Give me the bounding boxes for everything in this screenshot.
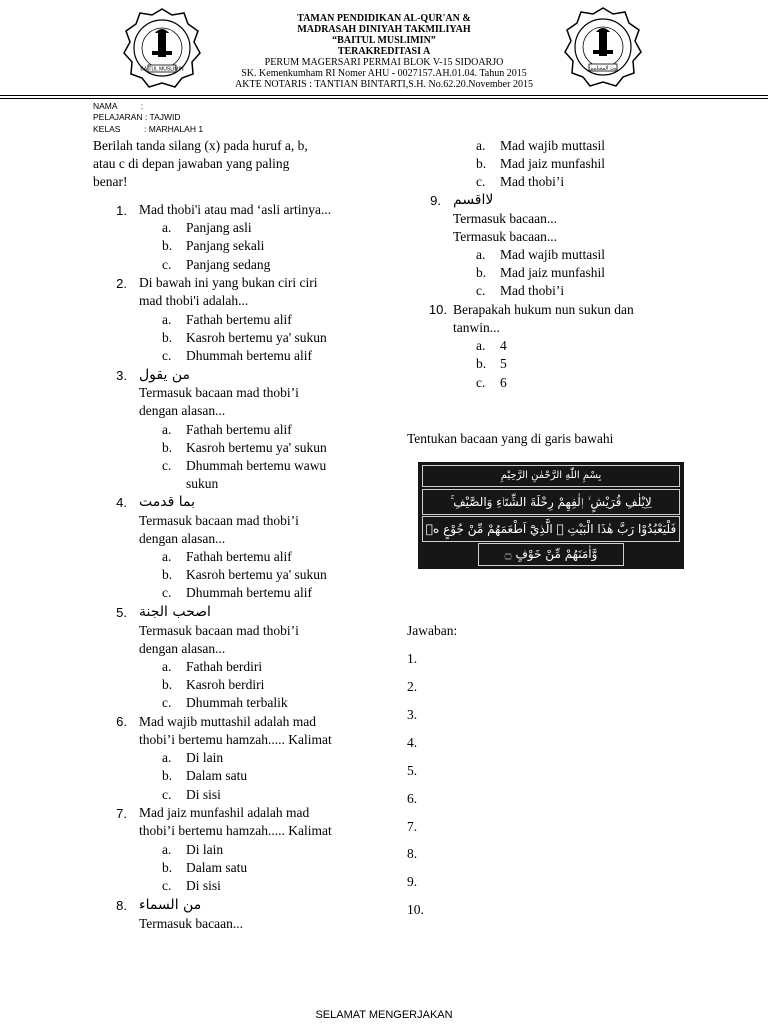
option-text: Di lain bbox=[186, 750, 224, 765]
option-letter[interactable]: a. bbox=[476, 338, 486, 353]
option-text: Mad wajib muttasil bbox=[500, 138, 605, 153]
arabic-word: من يقول bbox=[139, 367, 190, 383]
question-text: Termasuk bacaan mad thobi’i bbox=[139, 623, 299, 638]
question-number: 1. bbox=[116, 203, 127, 218]
svg-text:بيت المسلمين: بيت المسلمين bbox=[588, 65, 618, 72]
option-letter[interactable]: a. bbox=[476, 138, 486, 153]
option-letter[interactable]: c. bbox=[476, 174, 486, 189]
school-name-line3: “BAITUL MUSLIMIN” bbox=[332, 35, 436, 46]
option-text: Kasroh bertemu ya' sukun bbox=[186, 440, 327, 455]
accreditation: TERAKREDITASI A bbox=[337, 46, 431, 57]
option-letter[interactable]: c. bbox=[476, 283, 486, 298]
option-text: Fathah berdiri bbox=[186, 659, 263, 674]
svg-text:BAITUL MUSLIMIN: BAITUL MUSLIMIN bbox=[140, 66, 184, 73]
option-letter[interactable]: c. bbox=[162, 695, 172, 710]
option-letter[interactable]: a. bbox=[162, 549, 172, 564]
notary-deed: AKTE NOTARIS : TANTIAN BINTARTI,S.H. No.62.20.November 2015 bbox=[235, 79, 533, 90]
question-number: 8. bbox=[116, 898, 127, 913]
option-text: Mad jaiz munfashil bbox=[500, 156, 605, 171]
option-text: Dhummah bertemu alif bbox=[186, 348, 312, 363]
option-text: Kasroh bertemu ya' sukun bbox=[186, 567, 327, 582]
quran-line: فَلْيَعْبُدُوْا رَبَّ هٰذَا الْبَيْتِ ۙ الَّذِيْٓ اَطْعَمَهُمْ مِّنْ جُوْعٍ ەۙ bbox=[422, 516, 680, 542]
option-letter[interactable]: a. bbox=[162, 842, 172, 857]
question-text: Mad thobi'i atau mad ‘asli artinya... bbox=[139, 202, 332, 217]
student-name-field[interactable]: NAMA : bbox=[93, 101, 144, 111]
option-text: Fathah bertemu alif bbox=[186, 312, 292, 327]
option-text: Dhummah bertemu alif bbox=[186, 585, 312, 600]
question-text: thobi’i bertemu hamzah..... Kalimat bbox=[139, 732, 332, 747]
question-text: Termasuk bacaan... bbox=[139, 916, 244, 931]
option-text: Dhummah terbalik bbox=[186, 695, 288, 710]
option-text: Dhummah bertemu wawu bbox=[186, 458, 327, 473]
section-instruction: Tentukan bacaan yang di garis bawahi bbox=[407, 431, 614, 446]
answer-line[interactable]: 2. bbox=[407, 679, 418, 694]
footer-message: SELAMAT MENGERJAKAN bbox=[315, 1009, 453, 1021]
question-number: 5. bbox=[116, 605, 127, 620]
answer-line[interactable]: 9. bbox=[407, 874, 418, 889]
answer-line[interactable]: 5. bbox=[407, 763, 418, 778]
answer-line[interactable]: 10. bbox=[407, 902, 424, 917]
question-text: Termasuk bacaan mad thobi’i bbox=[139, 385, 299, 400]
sk-number: SK. Kemenkumham RI Nomer AHU - 0027157.AH.01.04. Tahun 2015 bbox=[241, 68, 527, 79]
school-logo-right bbox=[563, 6, 643, 90]
option-letter[interactable]: b. bbox=[162, 238, 173, 253]
question-text: dengan alasan... bbox=[139, 641, 226, 656]
option-text: Di lain bbox=[186, 842, 224, 857]
option-text: Di sisi bbox=[186, 787, 221, 802]
option-text: Mad jaiz munfashil bbox=[500, 265, 605, 280]
option-letter[interactable]: c. bbox=[162, 257, 172, 272]
header-divider-top bbox=[0, 95, 768, 96]
option-letter[interactable]: b. bbox=[162, 567, 173, 582]
school-address: PERUM MAGERSARI PERMAI BLOK V-15 SIDOARJO bbox=[264, 57, 504, 68]
subject-label: PELAJARAN : TAJWID bbox=[93, 112, 181, 122]
arabic-word: اصحب الجنة bbox=[139, 604, 211, 620]
quran-passage-image bbox=[418, 462, 684, 569]
option-letter[interactable]: b. bbox=[476, 156, 487, 171]
answer-line[interactable]: 1. bbox=[407, 651, 418, 666]
option-text: Mad thobi’i bbox=[500, 283, 565, 298]
quran-line: بِسْمِ اللّٰهِ الرَّحْمٰنِ الرَّحِيْمِ bbox=[422, 465, 680, 487]
question-text: dengan alasan... bbox=[139, 403, 226, 418]
option-text: Panjang asli bbox=[186, 220, 252, 235]
option-text: sukun bbox=[186, 476, 219, 491]
option-letter[interactable]: a. bbox=[162, 422, 172, 437]
option-text: Mad thobi’i bbox=[500, 174, 565, 189]
question-number: 2. bbox=[116, 276, 127, 291]
question-text: Berapakah hukum nun sukun dan bbox=[453, 302, 634, 317]
option-text: 6 bbox=[500, 375, 507, 390]
arabic-word: لااقسم bbox=[453, 192, 494, 208]
answer-line[interactable]: 3. bbox=[407, 707, 418, 722]
option-letter[interactable]: b. bbox=[162, 677, 173, 692]
option-text: Panjang sekali bbox=[186, 238, 265, 253]
instruction-line: Berilah tanda silang (x) pada huruf a, b, bbox=[93, 138, 308, 153]
answer-line[interactable]: 4. bbox=[407, 735, 418, 750]
option-text: Fathah bertemu alif bbox=[186, 549, 292, 564]
option-letter[interactable]: a. bbox=[476, 247, 486, 262]
question-number: 9. bbox=[430, 193, 441, 208]
class-label: KELAS : MARHALAH 1 bbox=[93, 124, 204, 134]
option-letter[interactable]: c. bbox=[162, 878, 172, 893]
option-text: Dalam satu bbox=[186, 768, 248, 783]
option-letter[interactable]: b. bbox=[162, 860, 173, 875]
answers-label: Jawaban: bbox=[407, 623, 458, 638]
option-text: Kasroh berdiri bbox=[186, 677, 265, 692]
question-number: 3. bbox=[116, 368, 127, 383]
instruction-line: atau c di depan jawaban yang paling bbox=[93, 156, 290, 171]
option-letter[interactable]: a. bbox=[162, 220, 172, 235]
question-number: 6. bbox=[116, 714, 127, 729]
option-text: Dalam satu bbox=[186, 860, 248, 875]
answer-line[interactable]: 8. bbox=[407, 846, 418, 861]
quran-line: وَّاٰمَنَهُمْ مِّنْ خَوْفٍ ۝ bbox=[478, 543, 624, 566]
school-name-line1: TAMAN PENDIDIKAN AL-QUR'AN & bbox=[297, 13, 471, 24]
option-letter[interactable]: a. bbox=[162, 750, 172, 765]
school-logo-left bbox=[122, 7, 202, 91]
arabic-word: من السماء bbox=[139, 897, 202, 913]
question-text: Mad wajib muttashil adalah mad bbox=[139, 714, 316, 729]
question-number: 7. bbox=[116, 806, 127, 821]
arabic-word: بما قدمت bbox=[139, 494, 195, 510]
option-text: Kasroh bertemu ya' sukun bbox=[186, 330, 327, 345]
question-text: tanwin... bbox=[453, 320, 500, 335]
option-letter[interactable]: b. bbox=[476, 356, 487, 371]
question-text: Termasuk bacaan mad thobi’i bbox=[139, 513, 299, 528]
question-text: dengan alasan... bbox=[139, 531, 226, 546]
option-letter[interactable]: a. bbox=[162, 312, 172, 327]
school-name-line2: MADRASAH DINIYAH TAKMILIYAH bbox=[297, 24, 471, 35]
option-text: 5 bbox=[500, 356, 507, 371]
option-text: Fathah bertemu alif bbox=[186, 422, 292, 437]
option-letter[interactable]: a. bbox=[162, 659, 172, 674]
question-number: 4. bbox=[116, 495, 127, 510]
quran-line: لِاِيْلٰفِ قُرَيْشٍ ۙ اٖلٰفِهِمْ رِحْلَةَ الشِّتَاۤءِ وَالصَّيْفِ ۚ bbox=[422, 489, 680, 515]
option-letter[interactable]: b. bbox=[476, 265, 487, 280]
question-text: Mad jaiz munfashil adalah mad bbox=[139, 805, 310, 820]
option-text: Panjang sedang bbox=[186, 257, 271, 272]
question-text: Termasuk bacaan... bbox=[453, 211, 558, 226]
question-number: 10. bbox=[428, 302, 447, 317]
option-letter[interactable]: b. bbox=[162, 768, 173, 783]
answer-line[interactable]: 6. bbox=[407, 791, 418, 806]
option-text: Di sisi bbox=[186, 878, 221, 893]
option-letter[interactable]: c. bbox=[162, 458, 172, 473]
instruction-line: benar! bbox=[93, 174, 128, 189]
option-letter[interactable]: c. bbox=[162, 787, 172, 802]
option-letter[interactable]: b. bbox=[162, 330, 173, 345]
header-divider-bottom bbox=[0, 98, 768, 99]
answer-line[interactable]: 7. bbox=[407, 819, 418, 834]
question-text: thobi’i bertemu hamzah..... Kalimat bbox=[139, 823, 332, 838]
option-text: Mad wajib muttasil bbox=[500, 247, 605, 262]
option-letter[interactable]: b. bbox=[162, 440, 173, 455]
option-letter[interactable]: c. bbox=[162, 585, 172, 600]
option-text: 4 bbox=[500, 338, 507, 353]
option-letter[interactable]: c. bbox=[162, 348, 172, 363]
question-text: Termasuk bacaan... bbox=[453, 229, 558, 244]
question-text: mad thobi'i adalah... bbox=[139, 293, 249, 308]
question-text: Di bawah ini yang bukan ciri ciri bbox=[139, 275, 318, 290]
option-letter[interactable]: c. bbox=[476, 375, 486, 390]
